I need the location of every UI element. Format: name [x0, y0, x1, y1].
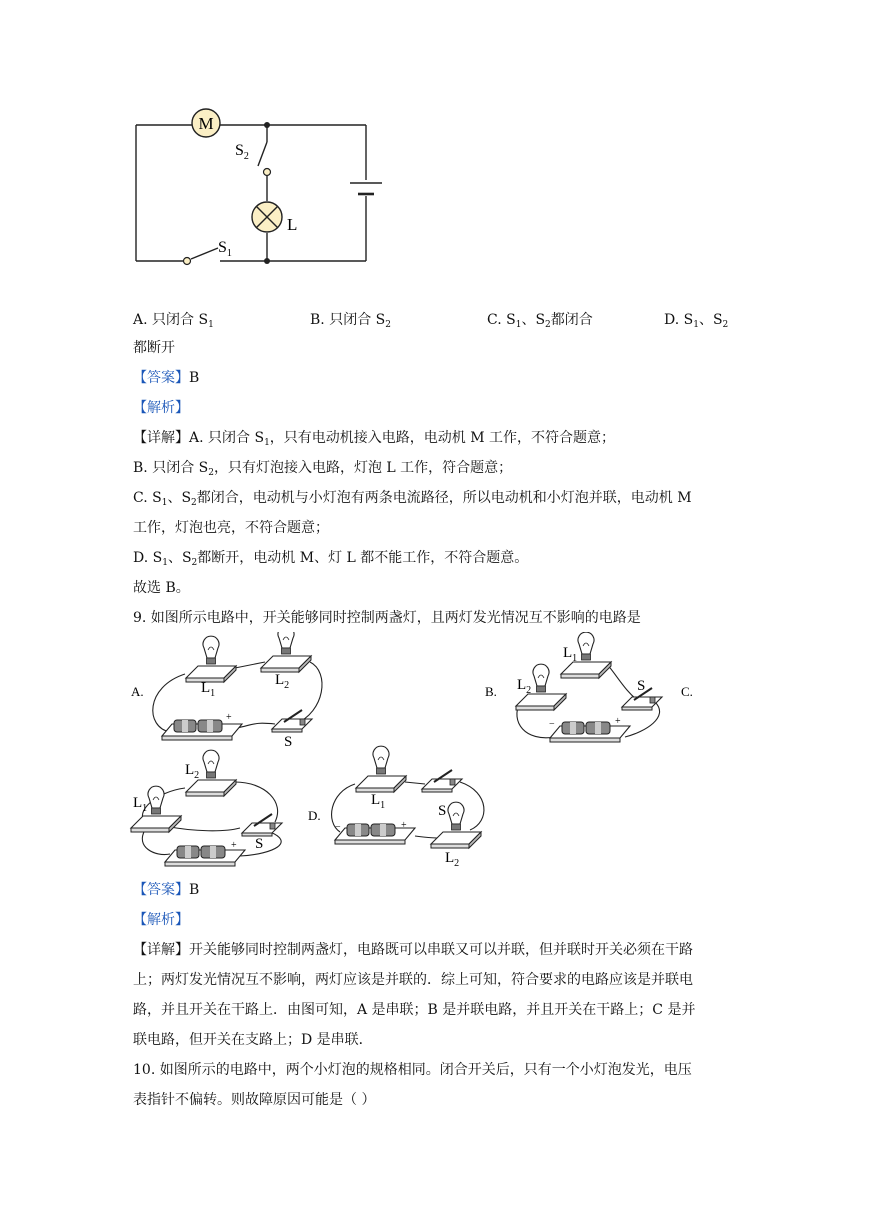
fig-d-l1-label: $L_1$: [371, 792, 386, 811]
q9-detail-line-2: 上；两灯发光情况互不影响，两灯应该是并联的．综上可知，符合要求的电路应该是并联电: [133, 972, 693, 988]
option-d-continued: 都断开: [133, 340, 175, 356]
fig-a-l1-label: $L_1$: [201, 680, 216, 699]
circuit-diagram-q8: [125, 100, 385, 275]
option-d: D. $S_1$、$S_2$: [664, 312, 729, 330]
q9-circuit-figures: [125, 632, 705, 882]
fig-c-letter: C.: [681, 684, 693, 699]
q8-detail-line-4: 工作，灯泡也亮，不符合题意；: [133, 520, 329, 536]
fig-b-plus: +: [615, 716, 621, 727]
lamp-icon: [252, 202, 282, 232]
junction-dot: [264, 258, 270, 264]
fig-a-l2-label: $L_2$: [275, 672, 290, 691]
option-c: C. $S_1$、$S_2$都闭合: [487, 312, 593, 330]
figure-a: [131, 632, 322, 750]
switch-s2-contact: [264, 169, 271, 176]
svg-text:D.: D.: [308, 808, 321, 823]
q9-analysis-tag: 【解析】: [133, 912, 189, 928]
q9-answer: 【答案】B: [133, 882, 200, 898]
fig-d-plus: +: [401, 820, 407, 831]
fig-c-l2-label: $L_2$: [185, 762, 200, 781]
option-b: B. 只闭合 $S_2$: [310, 312, 391, 330]
figure-d: [308, 746, 484, 869]
q9-stem: 9. 如图所示电路中，开关能够同时控制两盏灯，且两灯发光情况互不影响的电路是: [133, 610, 641, 626]
q9-detail-line-1: 【详解】开关能够同时控制两盏灯，电路既可以串联又可以并联，但并联时开关必须在干路: [133, 942, 693, 958]
svg-text:A.: A.: [131, 684, 144, 699]
q8-detail-line-1: 【详解】A. 只闭合 $S_1$，只有电动机接入电路，电动机 M 工作，不符合题意；: [133, 430, 616, 448]
q9-detail-line-3: 路，并且开关在干路上．由图可知，A 是串联；B 是并联电路，并且开关在干路上；C 是并: [133, 1002, 696, 1018]
fig-b-l2-label: $L_2$: [517, 677, 532, 696]
fig-b-s-label: S: [637, 678, 646, 694]
fig-c-l1-label: $L_1$: [133, 795, 148, 814]
switch-s1-contact: [184, 258, 191, 265]
q10-stem-line-2: 表指针不偏转。则故障原因可能是（ ）: [133, 1092, 376, 1108]
switch-s2-blade: [258, 142, 267, 166]
q8-detail-line-2: B. 只闭合 $S_2$，只有灯泡接入电路，灯泡 L 工作，符合题意；: [133, 460, 513, 478]
option-a: A. 只闭合 $S_1$: [133, 312, 214, 330]
figure-c: [131, 750, 282, 866]
fig-a-s-label: S: [284, 734, 293, 750]
fig-d-s-label: S: [438, 803, 447, 819]
motor-label: M: [198, 114, 214, 133]
fig-d-l2-label: $L_2$: [445, 850, 460, 869]
q8-detail-line-5: D. $S_1$、$S_2$都断开，电动机 M、灯 L 都不能工作，不符合题意。: [133, 550, 529, 568]
lamp-label: L: [287, 215, 298, 234]
fig-b-l1-label: $L_1$: [563, 645, 578, 664]
fig-c-plus: +: [231, 840, 237, 851]
q8-answer: 【答案】B: [133, 370, 200, 386]
q10-stem-line-1: 10. 如图所示的电路中，两个小灯泡的规格相同。闭合开关后，只有一个小灯泡发光，电压: [133, 1062, 692, 1078]
q8-detail-line-3: C. $S_1$、$S_2$都闭合，电动机与小灯泡有两条电流路径，所以电动机和小灯泡并联，电动机 M: [133, 490, 692, 508]
switch-s2-label: $S_2$: [235, 142, 249, 162]
figure-b: [485, 632, 693, 742]
switch-s1-blade: [191, 248, 218, 259]
fig-c-s-label: S: [255, 836, 264, 852]
q8-conclusion: 故选 B。: [133, 580, 190, 596]
fig-d-minus: −: [335, 822, 341, 833]
q9-detail-line-4: 联电路，但开关在支路上；D 是串联．: [133, 1032, 373, 1048]
q8-analysis-tag: 【解析】: [133, 400, 189, 416]
junction-dot: [264, 122, 270, 128]
fig-b-minus: −: [549, 719, 555, 730]
svg-text:B.: B.: [485, 684, 497, 699]
fig-a-plus: +: [226, 712, 232, 723]
switch-s1-label: $S_1$: [218, 239, 232, 259]
